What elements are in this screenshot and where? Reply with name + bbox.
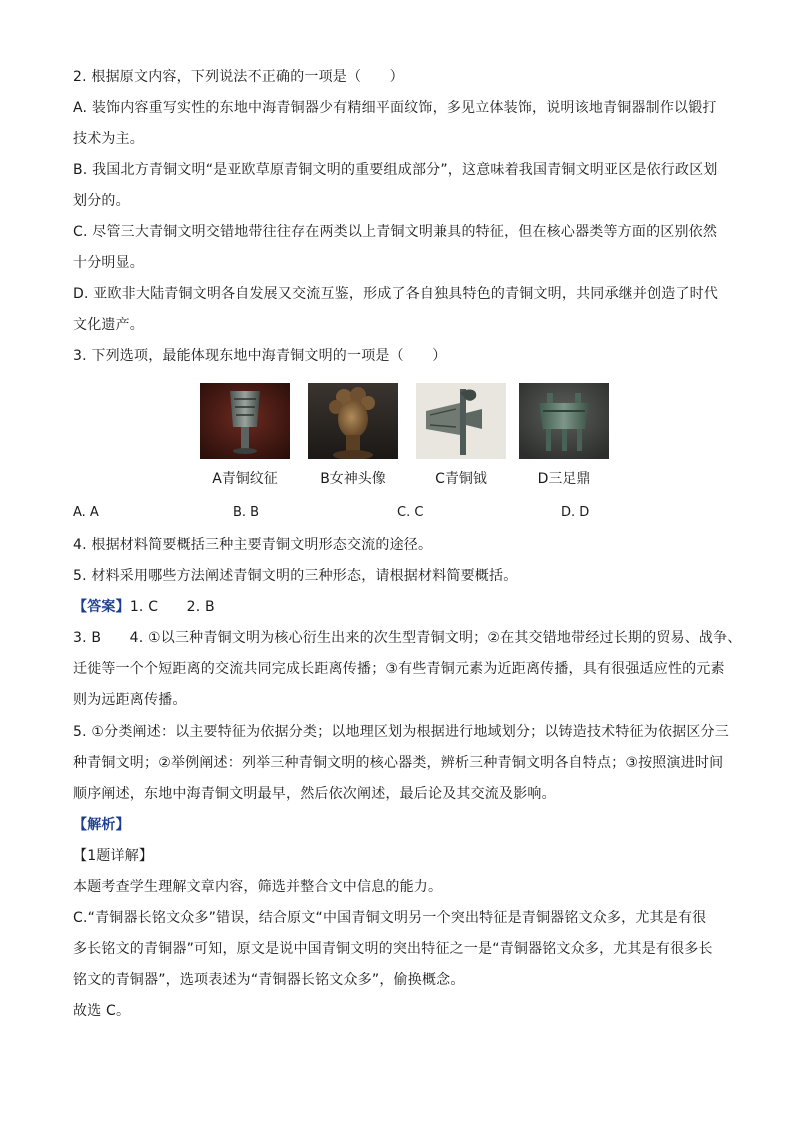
q3-option-a: A. A xyxy=(73,505,99,520)
q3-option-d: D. D xyxy=(561,505,590,520)
q2-option-c-line2: 十分明显。 xyxy=(73,255,144,271)
figure-d xyxy=(519,383,609,487)
q3-options xyxy=(73,505,733,525)
answer-line-7: 顺序阐述，东地中海青铜文明最早，然后依次阐述，最后论及其交流及影响。 xyxy=(73,786,556,802)
q4-stem: 4. 根据材料简要概括三种主要青铜文明形态交流的途径。 xyxy=(73,537,433,553)
figure-a xyxy=(200,383,290,487)
figure-c xyxy=(416,383,506,487)
figure-b-caption: B女神头像 xyxy=(320,471,386,487)
answer-line-2: 3. B 4. ①以三种青铜文明为核心衍生出来的次生型青铜文明；②在其交错地带经过长期的贸易、战争、 xyxy=(73,630,742,646)
tripod-ding-image xyxy=(519,383,609,459)
answer-line-5: 5. ①分类阐述：以主要特征为依据分类；以地理区划为根据进行地域划分；以铸造技术特征为依据区分三 xyxy=(73,724,729,740)
analysis-conclusion: 故选 C。 xyxy=(73,1003,131,1019)
answer-tag: 【答案】 xyxy=(73,599,130,615)
q3-stem: 3. 下列选项，最能体现东地中海青铜文明的一项是（ ） xyxy=(73,348,447,364)
analysis-subheading: 【1题详解】 xyxy=(73,848,154,864)
figure-c-caption: C青铜钺 xyxy=(435,471,487,487)
figure-a-caption: A青铜纹征 xyxy=(212,471,278,487)
answer-line-4: 则为远距离传播。 xyxy=(73,692,187,708)
q2-option-b-line1: B. 我国北方青铜文明“是亚欧草原青铜文明的重要组成部分”，这意味着我国青铜文明亚区是依行政区划 xyxy=(73,162,718,178)
q2-option-a-line1: A. 装饰内容重写实性的东地中海青铜器少有精细平面纹饰，多见立体装饰，说明该地青铜器制作以锻打 xyxy=(73,100,717,116)
analysis-tag: 【解析】 xyxy=(73,817,130,833)
q3-option-c: C. C xyxy=(397,505,424,520)
q2-option-c-line1: C. 尽管三大青铜文明交错地带往往存在两类以上青铜文明兼具的特征，但在核心器类等方面的区别依然 xyxy=(73,224,718,240)
analysis-paragraph-4: 铭文的青铜器”，选项表述为“青铜器长铭文众多”，偷换概念。 xyxy=(73,972,465,988)
bronze-zheng-image xyxy=(200,383,290,459)
figure-b xyxy=(308,383,398,487)
analysis-paragraph-1: 本题考查学生理解文章内容，筛选并整合文中信息的能力。 xyxy=(73,879,443,895)
q3-option-b: B. B xyxy=(233,505,260,520)
q2-option-d-line1: D. 亚欧非大陆青铜文明各自发展又交流互鉴，形成了各自独具特色的青铜文明，共同承继并创造了时代 xyxy=(73,286,719,302)
answer-line-6: 种青铜文明；②举例阐述：列举三种青铜文明的核心器类，辨析三种青铜文明各自特点；③按照演进时间 xyxy=(73,755,724,771)
answer-line-1 xyxy=(73,596,733,618)
q2-option-b-line2: 划分的。 xyxy=(73,193,130,209)
analysis-tag-line xyxy=(73,814,733,836)
bronze-yue-axe-image xyxy=(416,383,506,459)
q3-figure-row xyxy=(0,383,794,493)
answer-line-1-text: 1. C 2. B xyxy=(129,599,215,615)
analysis-paragraph-3: 多长铭文的青铜器”可知，原文是说中国青铜文明的突出特征之一是“青铜器铭文众多，尤其是有很多长 xyxy=(73,941,713,957)
q2-stem: 2. 根据原文内容，下列说法不正确的一项是（ ） xyxy=(73,69,404,85)
q2-option-a-line2: 技术为主。 xyxy=(73,131,144,147)
analysis-paragraph-2: C.“青铜器长铭文众多”错误，结合原文“中国青铜文明另一个突出特征是青铜器铭文众多，尤其是有很 xyxy=(73,910,707,926)
answer-line-3: 迁徙等一个个短距离的交流共同完成长距离传播；③有些青铜元素为近距离传播，具有很强适应性的元素 xyxy=(73,661,725,677)
q5-stem: 5. 材料采用哪些方法阐述青铜文明的三种形态，请根据材料简要概括。 xyxy=(73,568,518,584)
figure-d-caption: D三足鼎 xyxy=(537,471,591,487)
q2-option-d-line2: 文化遗产。 xyxy=(73,317,144,333)
goddess-head-image xyxy=(308,383,398,459)
